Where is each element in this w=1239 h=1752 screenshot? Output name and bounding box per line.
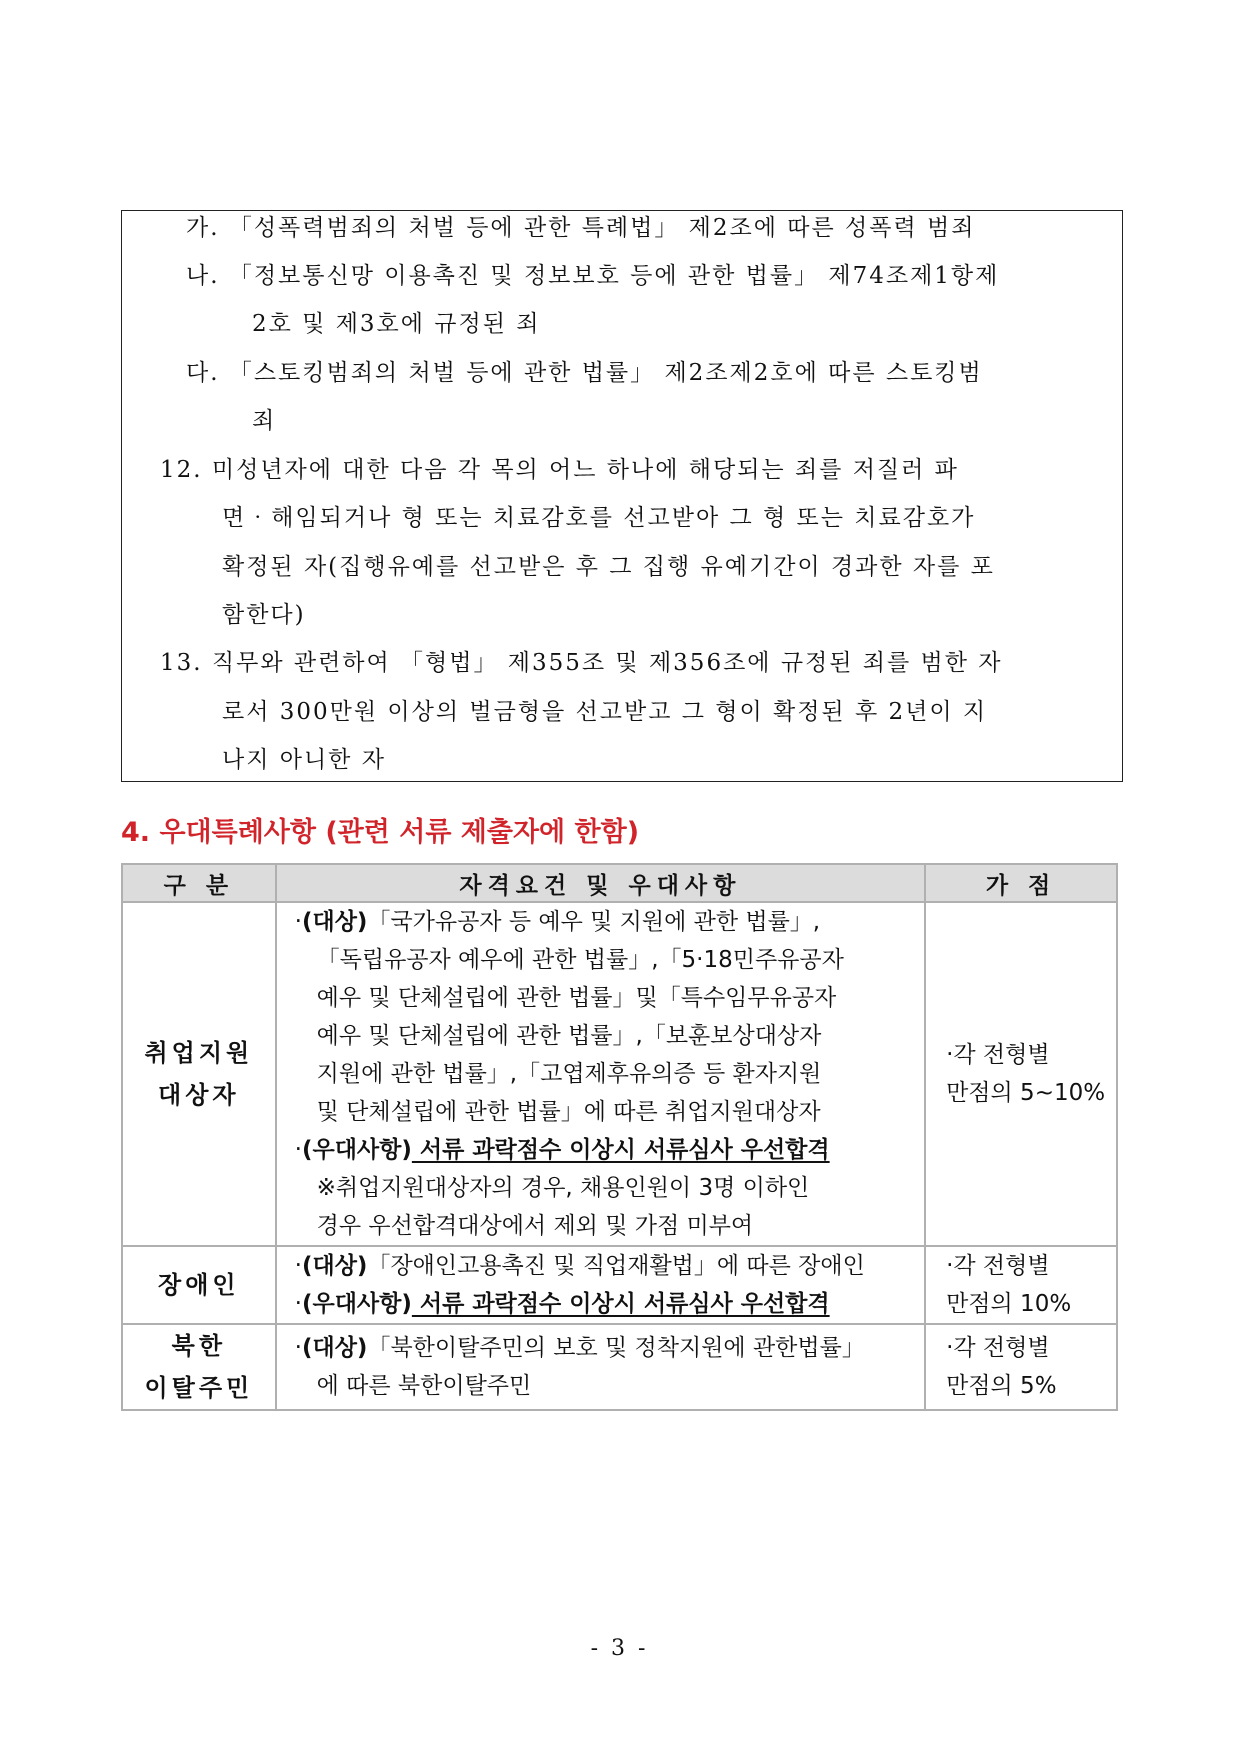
req-line: 예우 및 단체설립에 관한 법률」,「보훈보상대상자 — [316, 1023, 822, 1049]
table-header-row — [122, 864, 1117, 902]
item-12-cont-2: 확정된 자(집행유예를 선고받은 후 그 집행 유예기간이 경과한 자를 포 — [222, 554, 995, 580]
req-line: ‧(우대사항) 서류 과락점수 이상시 서류심사 우선합격 — [294, 1137, 830, 1163]
item-da-cont: 죄 — [252, 408, 277, 434]
item-13-cont-2: 나지 아니한 자 — [222, 747, 386, 773]
item-13: 13. 직무와 관련하여 「형법」 제355조 및 제356조에 규정된 죄를 범한 자 — [160, 650, 1003, 676]
item-12: 12. 미성년자에 대한 다음 각 목의 어느 하나에 해당되는 죄를 저질러 파 — [160, 457, 959, 483]
req-line: ‧(대상)「국가유공자 등 예우 및 지원에 관한 법률」, — [294, 909, 821, 935]
item-12-cont-1: 면‧해임되거나 형 또는 치료감호를 선고받아 그 형 또는 치료감호가 — [222, 505, 976, 531]
item-13-cont-1: 로서 300만원 이상의 벌금형을 선고받고 그 형이 확정된 후 2년이 지 — [222, 699, 988, 725]
points-value: 만점의 5~10% — [946, 1080, 1106, 1106]
points-value: 만점의 10% — [946, 1291, 1072, 1317]
item-ga: 가. 「성폭력범죄의 처벌 등에 관한 특례법」 제2조에 따른 성폭력 범죄 — [186, 215, 976, 241]
preference-table — [121, 863, 1118, 1411]
item-da: 다. 「스토킹범죄의 처벌 등에 관한 법률」 제2조제2호에 따른 스토킹범 — [186, 360, 983, 386]
header-category: 구 분 — [122, 864, 276, 902]
req-line: ‧(대상)「장애인고용촉진 및 직업재활법」에 따른 장애인 — [294, 1253, 865, 1279]
req-note: 경우 우선합격대상에서 제외 및 가점 미부여 — [316, 1213, 754, 1239]
req-line: 지원에 관한 법률」,「고엽제후유의증 등 환자지원 — [316, 1061, 822, 1087]
requirements-cell — [276, 902, 925, 1246]
req-line: 에 따른 북한이탈주민 — [316, 1373, 532, 1399]
req-line: 「독립유공자 예우에 관한 법률」,「5‧18민주유공자 — [316, 947, 844, 973]
points-cell — [925, 1324, 1117, 1410]
points-cell — [925, 902, 1117, 1246]
req-note: ※취업지원대상자의 경우, 채용인원이 3명 이하인 — [316, 1175, 810, 1201]
header-points: 가 점 — [925, 864, 1117, 902]
requirements-cell — [276, 1324, 925, 1410]
req-line: 및 단체설립에 관한 법률」에 따른 취업지원대상자 — [316, 1099, 821, 1125]
category-cell — [122, 1324, 276, 1410]
section-heading: 4. 우대특례사항 (관련 서류 제출자에 한함) — [121, 817, 640, 848]
disqualification-box — [121, 210, 1123, 782]
req-line: ‧(대상)「북한이탈주민의 보호 및 정착지원에 관한법률」 — [294, 1335, 865, 1361]
req-line: 예우 및 단체설립에 관한 법률」및「특수임무유공자 — [316, 985, 837, 1011]
page-number: - 3 - — [590, 1636, 649, 1661]
table-row — [122, 1324, 1117, 1410]
req-line: ‧(우대사항) 서류 과락점수 이상시 서류심사 우선합격 — [294, 1291, 830, 1317]
category-label: 장애인 — [158, 1271, 240, 1299]
points-label: ‧각 전형별 — [946, 1253, 1050, 1279]
table-row — [122, 1246, 1117, 1324]
category-label: 대상자 — [158, 1081, 240, 1109]
header-requirements: 자격요건 및 우대사항 — [276, 864, 925, 902]
item-12-cont-3: 함한다) — [222, 602, 306, 628]
points-label: ‧각 전형별 — [946, 1042, 1050, 1068]
points-value: 만점의 5% — [946, 1373, 1057, 1399]
category-cell — [122, 1246, 276, 1324]
category-cell — [122, 902, 276, 1246]
table-row — [122, 902, 1117, 1246]
category-label: 북한 — [171, 1332, 227, 1360]
category-label: 취업지원 — [144, 1039, 254, 1067]
points-cell — [925, 1246, 1117, 1324]
requirements-cell — [276, 1246, 925, 1324]
points-label: ‧각 전형별 — [946, 1335, 1050, 1361]
item-na: 나. 「정보통신망 이용촉진 및 정보보호 등에 관한 법률」 제74조제1항제 — [186, 263, 1000, 289]
item-na-cont: 2호 및 제3호에 규정된 죄 — [252, 311, 541, 337]
category-label: 이탈주민 — [144, 1374, 254, 1402]
